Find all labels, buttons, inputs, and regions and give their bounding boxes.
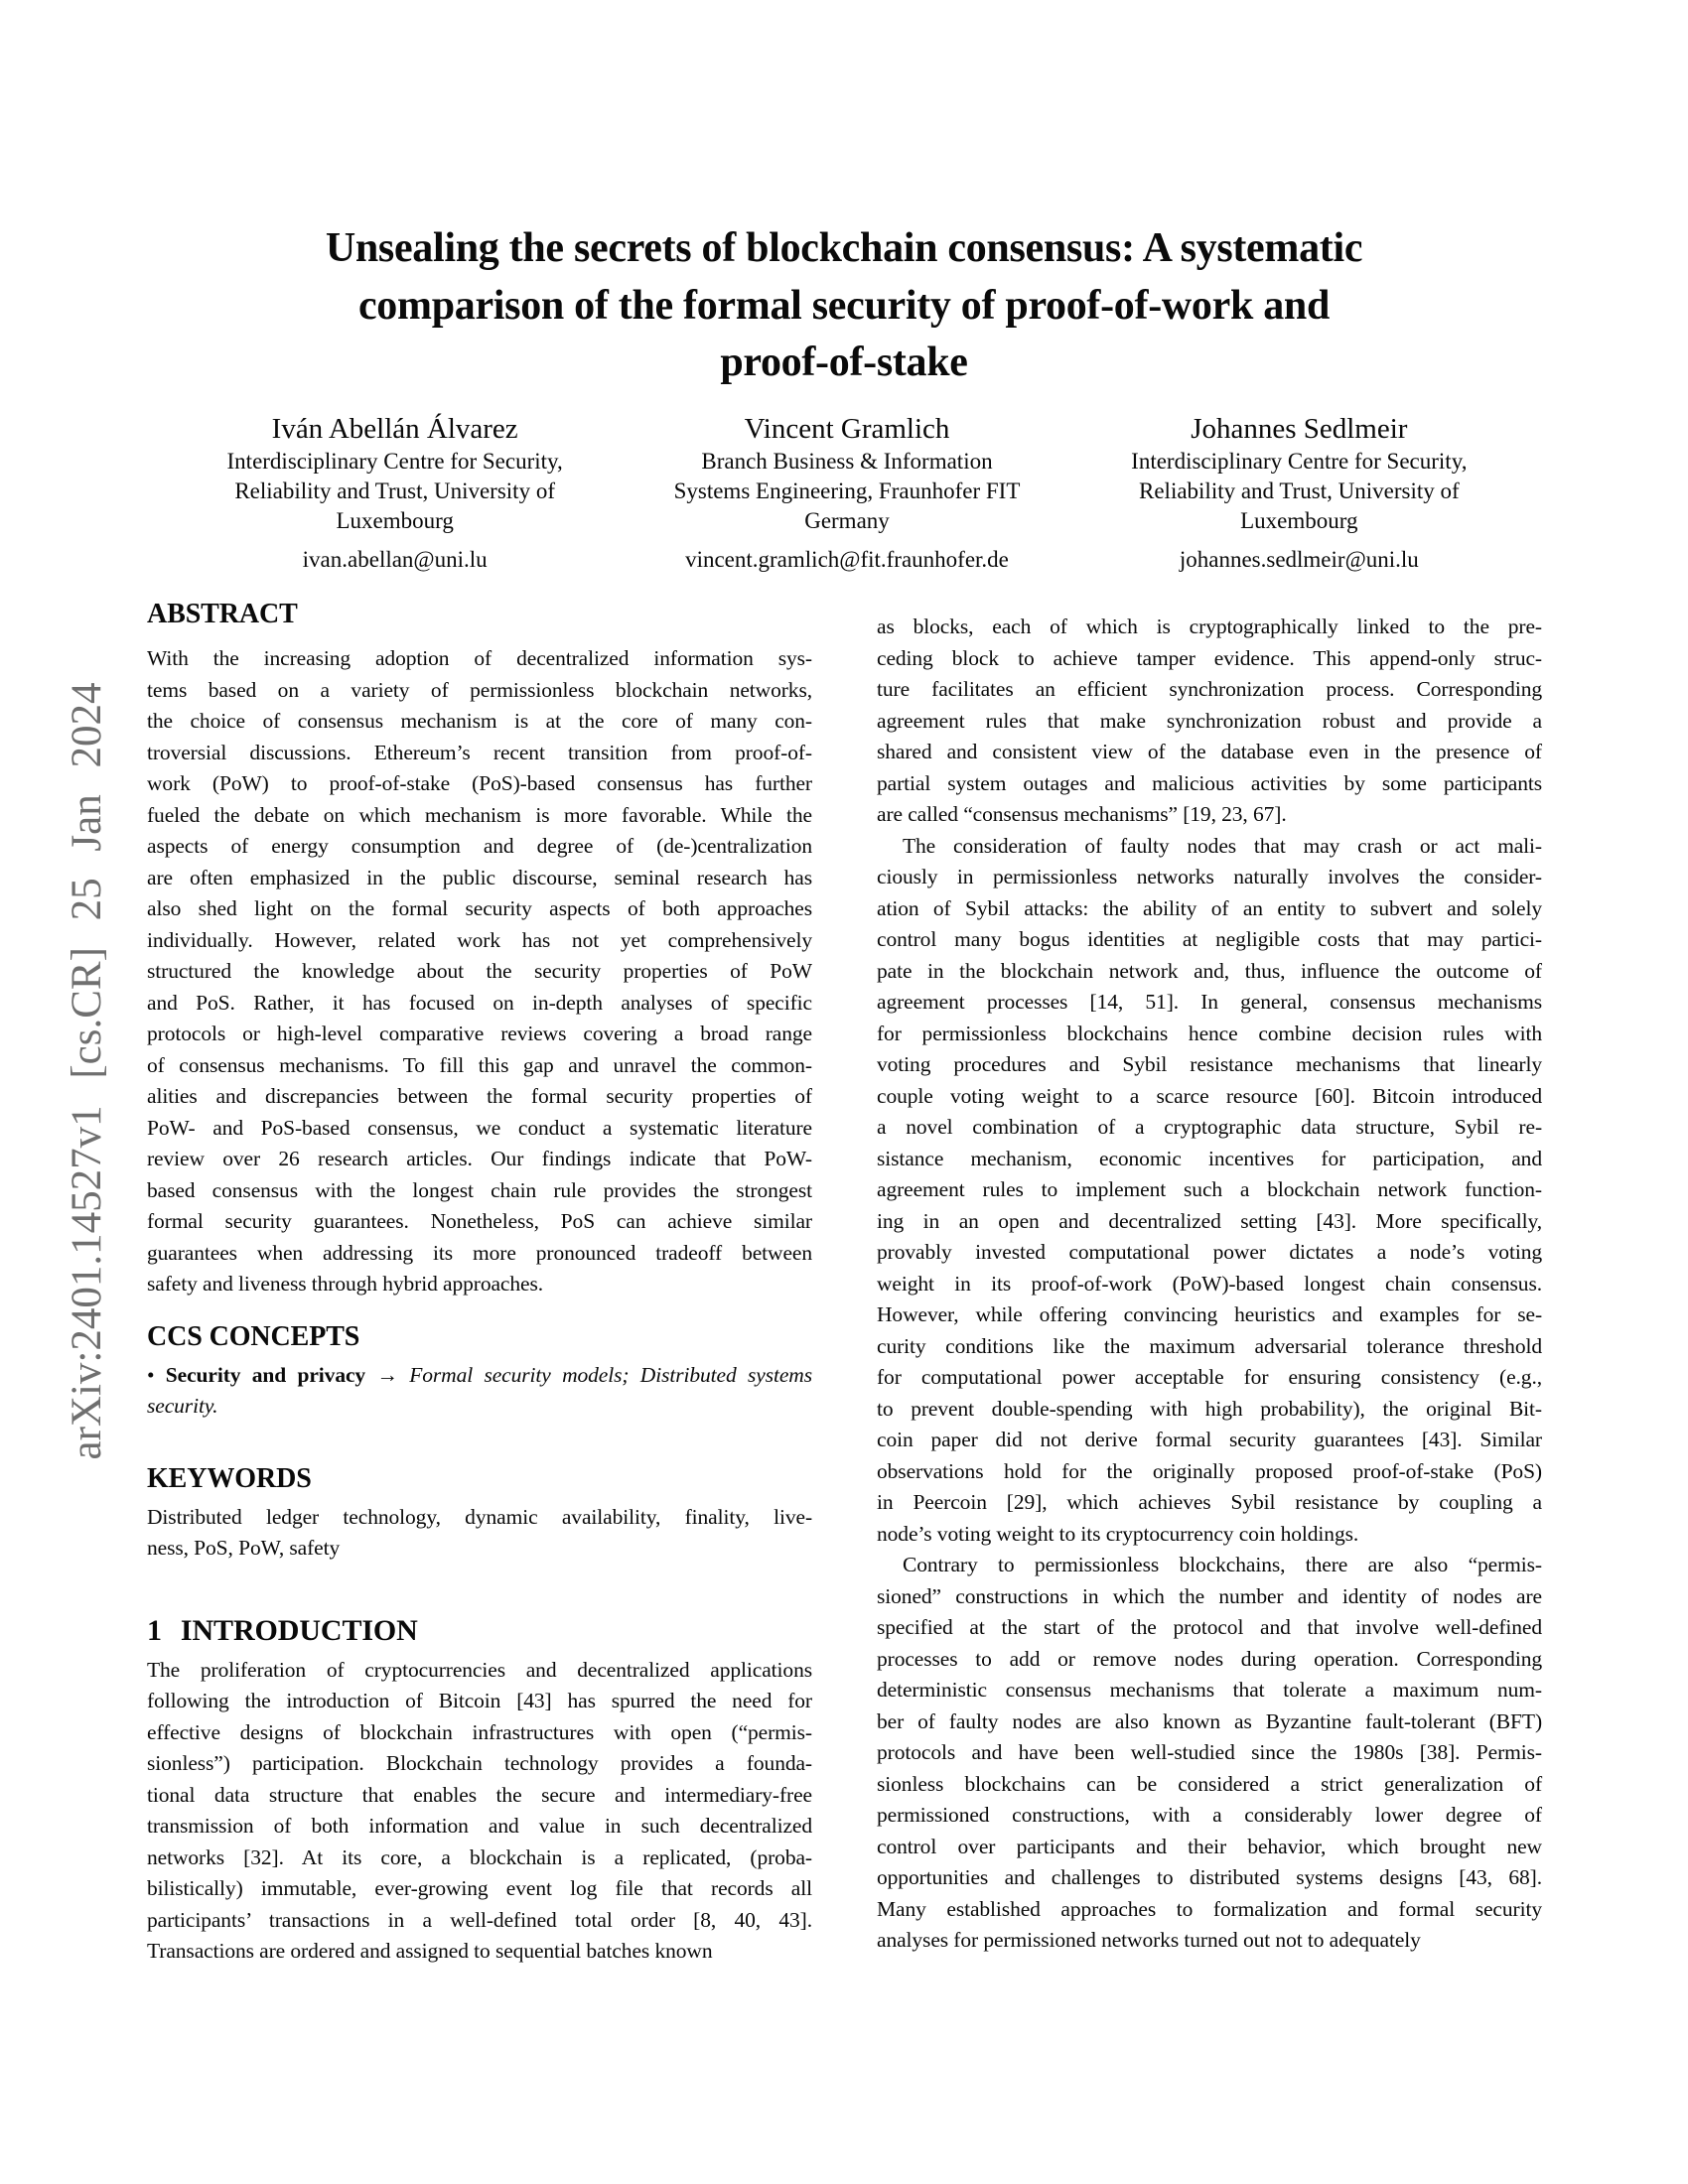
- text-line: specified at the start of the protocol and that involve well-defined: [877, 1615, 1542, 1639]
- text-line: coin paper did not derive formal security guarantees [43]. Similar: [877, 1428, 1542, 1451]
- left-column: [147, 598, 812, 1968]
- ccs-bullet: •: [147, 1362, 155, 1387]
- text-line: Germany: [804, 508, 890, 533]
- text-line: individually. However, related work has not yet comprehensively: [147, 927, 812, 952]
- text-line: fueled the debate on which mechanism is more favorable. While the: [147, 802, 812, 827]
- text-line: in Peercoin [29], which achieves Sybil resistance by coupling a: [877, 1490, 1542, 1514]
- text-line: opportunities and challenges to distributed systems designs [43, 68].: [877, 1865, 1542, 1889]
- author-affiliation: [169, 447, 621, 536]
- text-line: provably invested computational power dictates a node’s voting: [877, 1240, 1542, 1264]
- text-line: sionless blockchains can be considered a strict generalization of: [877, 1771, 1542, 1796]
- author-affiliation: [621, 447, 1072, 536]
- ccs-text: [147, 1360, 812, 1423]
- text-line: control many bogus identities at negligible costs that may partici-: [877, 927, 1542, 951]
- text-line: Distributed ledger technology, dynamic availability, finality, live-: [147, 1504, 812, 1529]
- text-line: safety and liveness through hybrid approaches.: [147, 1272, 544, 1296]
- text-line: comparison of the formal security of proof-of-work and: [357, 282, 1331, 329]
- section-title: INTRODUCTION: [180, 1613, 418, 1647]
- text-line: curity conditions like the maximum adversarial tolerance threshold: [877, 1333, 1542, 1358]
- text-line: transmission of both information and value in such decentralized: [147, 1814, 812, 1838]
- text-line: PoW- and PoS-based consensus, we conduct a systematic literature: [147, 1115, 812, 1140]
- text-line: are called “consensus mechanisms” [19, 23, 67].: [877, 802, 1287, 826]
- text-line: the choice of consensus mechanism is at the core of many con-: [147, 709, 812, 733]
- text-line: structured the knowledge about the security properties of PoW: [147, 959, 812, 983]
- text-line: tems based on a variety of permissionless blockchain networks,: [147, 677, 812, 702]
- text-line: agreement processes [14, 51]. In general, consensus mechanisms: [877, 990, 1542, 1014]
- text-line: voting procedures and Sybil resistance mechanisms that linearly: [877, 1052, 1542, 1076]
- text-line: sioned” constructions in which the number and identity of nodes are: [877, 1583, 1542, 1608]
- author-name: Iván Abellán Álvarez: [271, 413, 518, 445]
- text-line: tional data structure that enables the secure and intermediary-free: [147, 1782, 812, 1807]
- text-line: Transactions are ordered and assigned to sequential batches known: [147, 1939, 713, 1963]
- text-line: ciously in permissionless networks naturally involves the consider-: [877, 865, 1542, 888]
- text-line: also shed light on the formal security aspects of both approaches: [147, 896, 812, 920]
- author-block: [169, 411, 1525, 575]
- text-line: ture facilitates an efficient synchronization process. Corresponding: [877, 677, 1542, 701]
- ccs-category: Security and privacy: [165, 1362, 366, 1387]
- introduction-paragraph-left: [147, 1655, 812, 1968]
- text-line: protocols or high-level comparative reviews covering a broad range: [147, 1022, 812, 1045]
- text-line: sistance mechanism, economic incentives for participation, and: [877, 1146, 1542, 1170]
- text-line: effective designs of blockchain infrastructures with open (“permis-: [147, 1719, 812, 1744]
- abstract-text: [147, 643, 812, 1300]
- text-line: proof-of-stake: [720, 340, 968, 385]
- text-line: alities and discrepancies between the formal security properties of: [147, 1084, 812, 1108]
- right-column: [877, 598, 1542, 1957]
- ccs-concepts: Formal security models; Distributed systems security.: [147, 1362, 812, 1418]
- author-3: [1073, 411, 1525, 575]
- text-line: However, while offering convincing heuristics and examples for se-: [877, 1302, 1542, 1326]
- text-line: networks [32]. At its core, a blockchain is a replicated, (proba-: [147, 1844, 812, 1869]
- section-number: 1: [147, 1613, 162, 1647]
- text-line: node’s voting weight to its cryptocurrency coin holdings.: [877, 1521, 1359, 1546]
- author-email: johannes.sedlmeir@uni.lu: [1179, 547, 1419, 572]
- text-line: Luxembourg: [336, 508, 454, 533]
- text-line: to prevent double-spending with high probability), the original Bit-: [877, 1396, 1542, 1421]
- text-line: The proliferation of cryptocurrencies and decentralized applications: [147, 1657, 812, 1682]
- text-line: permissioned constructions, with a considerably lower degree of: [877, 1803, 1542, 1827]
- text-line: a novel combination of a cryptographic data structure, Sybil re-: [877, 1115, 1542, 1139]
- text-line: agreement rules to implement such a blockchain network function-: [877, 1177, 1542, 1201]
- text-line: observations hold for the originally proposed proof-of-stake (PoS): [877, 1458, 1542, 1483]
- keywords-heading: KEYWORDS: [147, 1462, 312, 1494]
- text-line: sionless”) participation. Blockchain technology provides a founda-: [147, 1751, 812, 1775]
- text-line: as blocks, each of which is cryptographically linked to the pre-: [877, 614, 1542, 638]
- text-line: Unsealing the secrets of blockchain consensus: A systematic: [325, 225, 1363, 271]
- author-email: vincent.gramlich@fit.fraunhofer.de: [685, 547, 1009, 572]
- text-line: analyses for permissioned networks turned out not to adequately: [877, 1928, 1421, 1952]
- text-line: control over participants and their behavior, which brought new: [877, 1834, 1542, 1858]
- author-2: [621, 411, 1072, 575]
- text-line: based consensus with the longest chain rule provides the strongest: [147, 1177, 812, 1202]
- text-line: couple voting weight to a scarce resource [60]. Bitcoin introduced: [877, 1083, 1542, 1108]
- author-1: [169, 411, 621, 575]
- author-name: Johannes Sedlmeir: [1191, 413, 1408, 445]
- text-line: Branch Business & Information: [701, 449, 993, 474]
- text-line: work (PoW) to proof-of-stake (PoS)-based consensus has further: [147, 771, 812, 795]
- text-line: participants’ transactions in a well-defined total order [8, 40, 43].: [147, 1907, 812, 1932]
- text-line: ation of Sybil attacks: the ability of an entity to subvert and solely: [877, 895, 1542, 920]
- text-line: shared and consistent view of the database even in the presence of: [877, 740, 1542, 763]
- introduction-paragraph-right-1: [877, 612, 1542, 831]
- text-line: pate in the blockchain network and, thus, influence the outcome of: [877, 958, 1542, 983]
- text-line: Reliability and Trust, University of: [234, 478, 555, 503]
- text-line: ness, PoS, PoW, safety: [147, 1536, 341, 1560]
- arxiv-watermark: arXiv:2401.14527v1 [cs.CR] 25 Jan 2024: [64, 682, 110, 1460]
- text-line: bilistically) immutable, ever-growing event log file that records all: [147, 1876, 812, 1900]
- text-line: ing in an open and decentralized setting [43]. More specifically,: [877, 1208, 1542, 1233]
- text-line: With the increasing adoption of decentralized information sys-: [147, 646, 812, 670]
- text-line: following the introduction of Bitcoin [43] has spurred the need for: [147, 1689, 812, 1712]
- text-line: troversial discussions. Ethereum’s recent transition from proof-of-: [147, 740, 812, 764]
- text-line: and PoS. Rather, it has focused on in-depth analyses of specific: [147, 990, 812, 1015]
- text-line: formal security guarantees. Nonetheless, PoS can achieve similar: [147, 1209, 812, 1233]
- text-line: for computational power acceptable for ensuring consistency (e.g.,: [877, 1365, 1542, 1389]
- text-line: review over 26 research articles. Our findings indicate that PoW-: [147, 1147, 812, 1170]
- paper-title: [0, 220, 1688, 392]
- text-line: are often emphasized in the public discourse, seminal research has: [147, 865, 812, 889]
- text-line: protocols and have been well-studied since the 1980s [38]. Permis-: [877, 1740, 1542, 1764]
- text-line: weight in its proof-of-work (PoW)-based longest chain consensus.: [877, 1271, 1542, 1296]
- text-line: Reliability and Trust, University of: [1139, 478, 1460, 503]
- text-line: The consideration of faulty nodes that may crash or act mali-: [903, 833, 1542, 858]
- introduction-paragraph-right-3: [877, 1550, 1542, 1957]
- text-line: Systems Engineering, Fraunhofer FIT: [673, 478, 1021, 503]
- text-line: agreement rules that make synchronization robust and provide a: [877, 708, 1542, 733]
- author-affiliation: [1073, 447, 1525, 536]
- abstract-heading: ABSTRACT: [147, 599, 298, 629]
- introduction-paragraph-right-2: [877, 831, 1542, 1551]
- text-line: Many established approaches to formalization and formal security: [877, 1896, 1542, 1921]
- text-line: guarantees when addressing its more pronounced tradeoff between: [147, 1240, 812, 1265]
- introduction-heading: [147, 1613, 812, 1649]
- text-line: ceding block to achieve tamper evidence. This append-only struc-: [877, 645, 1542, 670]
- text-line: Interdisciplinary Centre for Security,: [1131, 449, 1468, 474]
- text-line: aspects of energy consumption and degree of (de-)centralization: [147, 834, 812, 858]
- text-line: Interdisciplinary Centre for Security,: [226, 449, 563, 474]
- author-email: ivan.abellan@uni.lu: [302, 547, 488, 572]
- text-line: for permissionless blockchains hence combine decision rules with: [877, 1021, 1542, 1045]
- text-line: deterministic consensus mechanisms that tolerate a maximum num-: [877, 1678, 1542, 1702]
- ccs-arrow-icon: →: [376, 1362, 398, 1387]
- text-line: Contrary to permissionless blockchains, there are also “permis-: [903, 1553, 1542, 1576]
- text-line: of consensus mechanisms. To fill this gap and unravel the common-: [147, 1052, 812, 1077]
- keywords-text: [147, 1502, 812, 1565]
- text-line: ber of faulty nodes are also known as Byzantine fault-tolerant (BFT): [877, 1708, 1542, 1733]
- text-line: Luxembourg: [1240, 508, 1358, 533]
- author-name: Vincent Gramlich: [744, 413, 950, 445]
- text-line: processes to add or remove nodes during operation. Corresponding: [877, 1646, 1542, 1671]
- ccs-heading: CCS CONCEPTS: [147, 1320, 360, 1352]
- text-line: partial system outages and malicious activities by some participants: [877, 770, 1542, 795]
